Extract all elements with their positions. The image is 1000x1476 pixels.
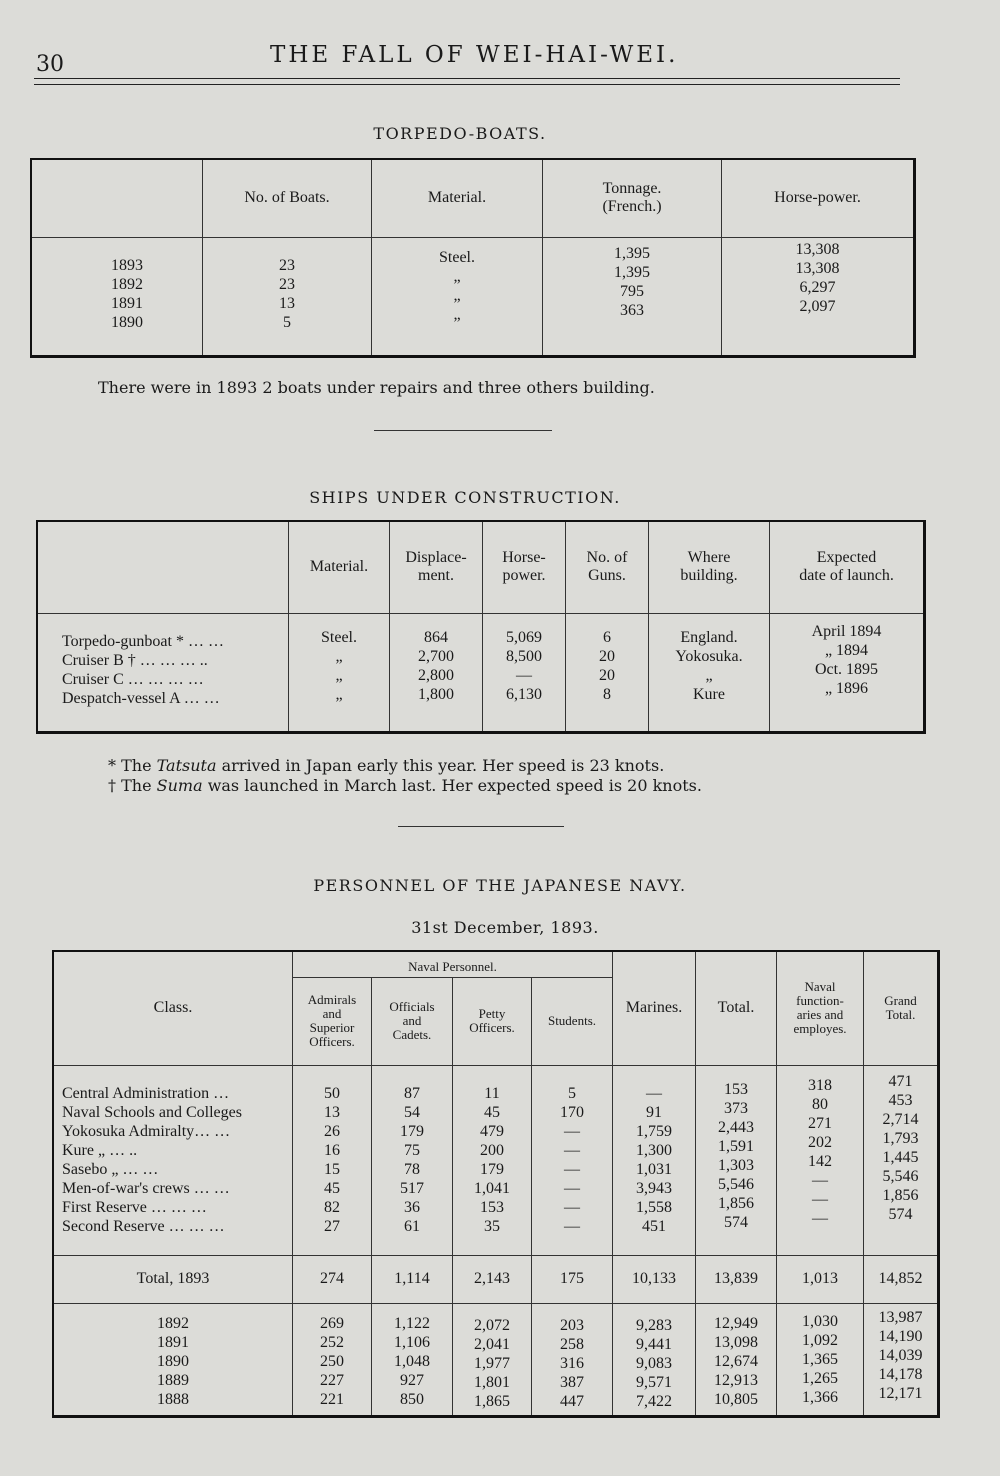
footnote-1-prefix: * The bbox=[108, 756, 157, 775]
torpedo-tonnage-value: 795 bbox=[620, 282, 644, 300]
functionaries-header-line1: Naval bbox=[804, 979, 836, 995]
petty-value: 11 bbox=[484, 1084, 500, 1102]
ship-where: Kure bbox=[693, 685, 725, 703]
torpedo-horsepower-column bbox=[722, 237, 915, 357]
history-students: 203 bbox=[560, 1316, 584, 1334]
marines-value: 1,031 bbox=[636, 1160, 672, 1178]
history-year: 1889 bbox=[157, 1371, 189, 1389]
personnel-class-label: Second Reserve … … … bbox=[62, 1217, 225, 1235]
ships-horsepower-header bbox=[483, 521, 566, 613]
torpedo-material-value: „ bbox=[453, 267, 461, 285]
admirals-value: 16 bbox=[324, 1141, 340, 1159]
grand-header-line1: Grand bbox=[884, 993, 917, 1009]
history-functionaries: 1,092 bbox=[802, 1331, 838, 1349]
officials-value: 54 bbox=[404, 1103, 420, 1121]
ship-horsepower: 6,130 bbox=[506, 685, 542, 703]
total-row-students: 175 bbox=[532, 1255, 613, 1303]
history-marines: 9,083 bbox=[636, 1354, 672, 1372]
ships-horsepower-column bbox=[483, 613, 566, 733]
torpedo-tonnage-header-line2: (French.) bbox=[602, 198, 662, 216]
ships-guns-header-line1: No. of bbox=[586, 549, 628, 567]
torpedo-tonnage-header bbox=[543, 159, 722, 237]
history-years bbox=[53, 1303, 293, 1417]
personnel-total-header: Total. bbox=[696, 951, 777, 1065]
personnel-students-header: Students. bbox=[532, 977, 613, 1065]
petty-header-line1: Petty bbox=[478, 1006, 506, 1021]
torpedo-material-value: Steel. bbox=[439, 248, 475, 266]
torpedo-year: 1891 bbox=[111, 294, 143, 312]
ship-launch bbox=[770, 679, 923, 698]
personnel-title: PERSONNEL OF THE JAPANESE NAVY. bbox=[313, 876, 687, 895]
grand-value: 453 bbox=[888, 1091, 913, 1109]
total-row-officials: 1,114 bbox=[372, 1255, 453, 1303]
personnel-class-label: Central Administration … bbox=[62, 1084, 230, 1102]
admirals-value: 13 bbox=[324, 1103, 340, 1121]
history-marines: 9,571 bbox=[636, 1373, 672, 1391]
ships-displacement-header bbox=[390, 521, 483, 613]
history-students: 258 bbox=[560, 1335, 584, 1353]
ships-guns-header bbox=[566, 521, 649, 613]
ship-guns: 20 bbox=[599, 666, 615, 684]
total-value: 5,546 bbox=[718, 1175, 754, 1193]
torpedo-horsepower-value: 13,308 bbox=[795, 259, 840, 277]
admirals-value: 45 bbox=[324, 1179, 340, 1197]
history-total: 10,805 bbox=[714, 1390, 758, 1408]
ship-displacement: 864 bbox=[424, 628, 448, 646]
ships-where-header bbox=[649, 521, 770, 613]
students-value: — bbox=[564, 1179, 580, 1197]
running-head: THE FALL OF WEI-HAI-WEI. bbox=[270, 42, 679, 68]
functionaries-value: 318 bbox=[808, 1076, 832, 1094]
personnel-grand-column bbox=[864, 1065, 939, 1255]
ship-where: Yokosuka. bbox=[675, 647, 743, 665]
personnel-class-label: Sasebo „ … … bbox=[62, 1160, 159, 1178]
history-students: 316 bbox=[560, 1354, 584, 1372]
marines-value: — bbox=[646, 1084, 662, 1102]
ships-names bbox=[37, 613, 289, 733]
grand-value: 1,856 bbox=[882, 1186, 919, 1204]
history-functionaries: 1,365 bbox=[802, 1350, 838, 1368]
history-year: 1892 bbox=[157, 1314, 189, 1332]
students-value: — bbox=[564, 1217, 580, 1235]
torpedo-material-header: Material. bbox=[372, 159, 543, 237]
marines-value: 1,300 bbox=[636, 1141, 672, 1159]
torpedo-boats-value: 23 bbox=[279, 256, 295, 274]
personnel-class-label: Yokosuka Admiralty… … bbox=[62, 1122, 231, 1140]
history-year: 1890 bbox=[157, 1352, 189, 1370]
torpedo-note: There were in 1893 2 boats under repairs and three others building. bbox=[98, 378, 655, 397]
admirals-value: 50 bbox=[324, 1084, 340, 1102]
ship-launch-year: 1894 bbox=[836, 641, 869, 659]
history-petty: 2,072 bbox=[474, 1316, 510, 1334]
ship-name: Despatch-vessel A … … bbox=[62, 689, 220, 707]
personnel-class-label: Naval Schools and Colleges bbox=[62, 1103, 242, 1121]
officials-value: 61 bbox=[404, 1217, 420, 1235]
students-value: — bbox=[564, 1141, 580, 1159]
ships-launch-column bbox=[770, 613, 925, 733]
history-grand: 13,987 bbox=[878, 1308, 923, 1326]
admirals-header-line2: and bbox=[322, 1006, 342, 1021]
ship-launch bbox=[770, 641, 923, 660]
total-row-marines: 10,133 bbox=[613, 1255, 696, 1303]
torpedo-year: 1892 bbox=[111, 275, 143, 293]
history-grand: 14,039 bbox=[878, 1346, 923, 1364]
ships-horsepower-header-line2: power. bbox=[502, 567, 546, 585]
torpedo-tonnage-header-line1: Tonnage. bbox=[602, 180, 662, 198]
page-number: 30 bbox=[36, 52, 64, 77]
ship-horsepower: — bbox=[516, 666, 532, 684]
history-marines: 9,441 bbox=[636, 1335, 672, 1353]
admirals-value: 27 bbox=[324, 1217, 340, 1235]
history-admirals: 250 bbox=[320, 1352, 344, 1370]
ship-name: Torpedo-gunboat * … … bbox=[62, 632, 224, 650]
ship-launch bbox=[770, 660, 923, 679]
grand-value: 1,445 bbox=[882, 1148, 919, 1166]
personnel-marines-column bbox=[613, 1065, 696, 1255]
torpedo-horsepower-value: 13,308 bbox=[795, 240, 840, 258]
history-students-column bbox=[532, 1303, 613, 1417]
header-rule-2 bbox=[34, 84, 900, 85]
history-total: 12,913 bbox=[714, 1371, 758, 1389]
history-admirals-column bbox=[293, 1303, 372, 1417]
ship-launch-month: „ bbox=[824, 641, 833, 659]
ships-footnote-2 bbox=[108, 776, 702, 795]
petty-value: 153 bbox=[480, 1198, 504, 1216]
personnel-table bbox=[52, 950, 940, 1418]
history-officials: 850 bbox=[400, 1390, 424, 1408]
functionaries-header-line2: function- bbox=[796, 993, 844, 1009]
personnel-petty-header bbox=[453, 977, 532, 1065]
admirals-header-line1: Admirals bbox=[307, 992, 357, 1007]
torpedo-boats-header: No. of Boats. bbox=[203, 159, 372, 237]
history-admirals: 227 bbox=[320, 1371, 344, 1389]
ships-displacement-header-line2: ment. bbox=[418, 567, 454, 585]
ships-footnote-1 bbox=[108, 756, 664, 775]
personnel-admirals-column bbox=[293, 1065, 372, 1255]
personnel-functionaries-header bbox=[777, 951, 864, 1065]
total-value: 373 bbox=[724, 1099, 748, 1117]
history-marines: 9,283 bbox=[636, 1316, 672, 1334]
footnote-2-ship: Suma bbox=[156, 776, 203, 795]
ships-displacement-column bbox=[390, 613, 483, 733]
personnel-officials-header bbox=[372, 977, 453, 1065]
ships-guns-header-line2: Guns. bbox=[588, 567, 626, 585]
history-officials: 1,122 bbox=[394, 1314, 430, 1332]
history-admirals: 221 bbox=[320, 1390, 344, 1408]
torpedo-tonnage-value: 363 bbox=[620, 301, 644, 319]
torpedo-table bbox=[30, 158, 916, 358]
ships-launch-header-line2: date of launch. bbox=[799, 567, 894, 585]
torpedo-horsepower-header: Horse-power. bbox=[722, 159, 915, 237]
functionaries-header-line4: employes. bbox=[793, 1021, 847, 1037]
total-row-grand: 14,852 bbox=[864, 1255, 939, 1303]
total-value: 574 bbox=[724, 1213, 748, 1231]
personnel-date: 31st December, 1893. bbox=[411, 918, 599, 937]
ships-launch-header bbox=[770, 521, 925, 613]
ship-launch-month: April bbox=[811, 622, 846, 640]
footnote-2-prefix: † The bbox=[108, 776, 157, 795]
history-functionaries: 1,366 bbox=[802, 1388, 838, 1406]
ship-horsepower: 5,069 bbox=[506, 628, 542, 646]
personnel-petty-column bbox=[453, 1065, 532, 1255]
grand-value: 471 bbox=[888, 1072, 913, 1090]
history-marines: 7,422 bbox=[636, 1392, 672, 1410]
torpedo-years bbox=[31, 237, 203, 357]
total-value: 1,591 bbox=[718, 1137, 754, 1155]
ship-launch-year: 1895 bbox=[846, 660, 879, 678]
section-divider bbox=[374, 430, 552, 431]
marines-value: 1,759 bbox=[636, 1122, 672, 1140]
footnote-1-text: arrived in Japan early this year. Her speed is 23 knots. bbox=[216, 756, 665, 775]
officials-value: 179 bbox=[400, 1122, 424, 1140]
functionaries-header-line3: aries and bbox=[796, 1007, 844, 1023]
personnel-functionaries-column bbox=[777, 1065, 864, 1255]
ship-material: „ bbox=[335, 666, 343, 684]
history-admirals: 269 bbox=[320, 1314, 344, 1332]
ships-displacement-header-line1: Displace- bbox=[405, 549, 467, 567]
total-row-functionaries: 1,013 bbox=[777, 1255, 864, 1303]
personnel-total-row bbox=[53, 1255, 939, 1303]
torpedo-tonnage-value: 1,395 bbox=[614, 263, 650, 281]
admirals-value: 15 bbox=[324, 1160, 340, 1178]
ship-launch-year: 1896 bbox=[836, 679, 869, 697]
history-petty: 2,041 bbox=[474, 1335, 510, 1353]
personnel-class-label: First Reserve … … … bbox=[62, 1198, 207, 1216]
history-year: 1891 bbox=[157, 1333, 189, 1351]
personnel-class-label: Men-of-war's crews … … bbox=[62, 1179, 230, 1197]
petty-value: 200 bbox=[480, 1141, 504, 1159]
ship-where: England. bbox=[680, 628, 738, 646]
section-divider bbox=[398, 826, 564, 827]
grand-value: 5,546 bbox=[882, 1167, 919, 1185]
torpedo-title: TORPEDO-BOATS. bbox=[373, 124, 547, 143]
personnel-total-column bbox=[696, 1065, 777, 1255]
history-functionaries: 1,265 bbox=[802, 1369, 838, 1387]
ship-guns: 6 bbox=[603, 628, 611, 646]
torpedo-material-column bbox=[372, 237, 543, 357]
history-petty: 1,977 bbox=[474, 1354, 510, 1372]
history-total-column bbox=[696, 1303, 777, 1417]
history-total: 12,674 bbox=[714, 1352, 758, 1370]
torpedo-horsepower-value: 2,097 bbox=[799, 297, 836, 315]
total-value: 153 bbox=[724, 1080, 748, 1098]
torpedo-boats-value: 13 bbox=[279, 294, 295, 312]
ships-title: SHIPS UNDER CONSTRUCTION. bbox=[309, 488, 621, 507]
ships-material-column bbox=[289, 613, 390, 733]
ship-where: „ bbox=[705, 666, 713, 684]
grand-header-line2: Total. bbox=[885, 1007, 916, 1023]
total-value: 1,856 bbox=[718, 1194, 754, 1212]
ships-material-header: Material. bbox=[289, 521, 390, 613]
petty-header-line2: Officers. bbox=[469, 1020, 515, 1035]
officials-value: 78 bbox=[404, 1160, 420, 1178]
ship-horsepower: 8,500 bbox=[506, 647, 542, 665]
ships-where-column bbox=[649, 613, 770, 733]
history-grand: 14,178 bbox=[878, 1365, 923, 1383]
functionaries-value: 142 bbox=[808, 1152, 832, 1170]
ship-launch-month: „ bbox=[824, 679, 833, 697]
personnel-students-column bbox=[532, 1065, 613, 1255]
footnote-1-ship: Tatsuta bbox=[156, 756, 217, 775]
ship-displacement: 2,800 bbox=[418, 666, 454, 684]
officials-value: 87 bbox=[404, 1084, 420, 1102]
total-value: 1,303 bbox=[718, 1156, 754, 1174]
footnote-2-text: was launched in March last. Her expected speed is 20 knots. bbox=[202, 776, 702, 795]
history-functionaries: 1,030 bbox=[802, 1312, 838, 1330]
personnel-admirals-header bbox=[293, 977, 372, 1065]
ships-horsepower-header-line1: Horse- bbox=[502, 549, 546, 567]
ships-launch-header-line1: Expected bbox=[816, 549, 877, 567]
grand-value: 2,714 bbox=[882, 1110, 919, 1128]
personnel-officials-column bbox=[372, 1065, 453, 1255]
students-value: 5 bbox=[568, 1084, 576, 1102]
ship-launch bbox=[770, 622, 923, 641]
functionaries-value: 202 bbox=[808, 1133, 832, 1151]
history-grand: 14,190 bbox=[878, 1327, 923, 1345]
admirals-value: 82 bbox=[324, 1198, 340, 1216]
admirals-header-line4: Officers. bbox=[309, 1034, 355, 1049]
total-row-admirals: 274 bbox=[293, 1255, 372, 1303]
ship-material: „ bbox=[335, 685, 343, 703]
petty-value: 35 bbox=[484, 1217, 500, 1235]
functionaries-value: 80 bbox=[812, 1095, 828, 1113]
functionaries-value: — bbox=[812, 1209, 828, 1227]
torpedo-boats-value: 5 bbox=[283, 313, 291, 331]
total-row-petty: 2,143 bbox=[453, 1255, 532, 1303]
history-grand: 12,171 bbox=[878, 1384, 923, 1402]
ship-displacement: 2,700 bbox=[418, 647, 454, 665]
total-row-total: 13,839 bbox=[696, 1255, 777, 1303]
officials-value: 36 bbox=[404, 1198, 420, 1216]
torpedo-horsepower-value: 6,297 bbox=[799, 278, 836, 296]
history-officials: 1,106 bbox=[394, 1333, 430, 1351]
history-total: 13,098 bbox=[714, 1333, 758, 1351]
students-value: — bbox=[564, 1198, 580, 1216]
ships-table bbox=[36, 520, 926, 734]
officials-value: 517 bbox=[400, 1179, 424, 1197]
torpedo-tonnage-column bbox=[543, 237, 722, 357]
torpedo-material-value: „ bbox=[453, 286, 461, 304]
history-total: 12,949 bbox=[714, 1314, 758, 1332]
naval-personnel-header: Naval Personnel. bbox=[293, 951, 613, 977]
ship-displacement: 1,800 bbox=[418, 685, 454, 703]
history-petty: 1,865 bbox=[474, 1392, 510, 1410]
ships-where-header-line1: Where bbox=[687, 549, 731, 567]
ships-where-header-line2: building. bbox=[680, 567, 738, 585]
history-marines-column bbox=[613, 1303, 696, 1417]
petty-value: 45 bbox=[484, 1103, 500, 1121]
personnel-class-label: Kure „ … .. bbox=[62, 1141, 138, 1159]
personnel-marines-header: Marines. bbox=[613, 951, 696, 1065]
officials-value: 75 bbox=[404, 1141, 420, 1159]
history-officials: 927 bbox=[400, 1371, 424, 1389]
officials-header-line1: Officials bbox=[389, 999, 435, 1014]
marines-value: 3,943 bbox=[636, 1179, 672, 1197]
marines-value: 1,558 bbox=[636, 1198, 672, 1216]
functionaries-value: — bbox=[812, 1190, 828, 1208]
history-officials: 1,048 bbox=[394, 1352, 430, 1370]
torpedo-tonnage-value: 1,395 bbox=[614, 244, 650, 262]
ship-material: Steel. bbox=[321, 628, 357, 646]
torpedo-material-value: „ bbox=[453, 305, 461, 323]
history-functionaries-column bbox=[777, 1303, 864, 1417]
admirals-header-line3: Superior bbox=[309, 1020, 355, 1035]
history-grand-column bbox=[864, 1303, 939, 1417]
officials-header-line3: Cadets. bbox=[392, 1027, 432, 1042]
ship-guns: 20 bbox=[599, 647, 615, 665]
history-petty-column bbox=[453, 1303, 532, 1417]
marines-value: 451 bbox=[642, 1217, 666, 1235]
students-value: 170 bbox=[560, 1103, 584, 1121]
marines-value: 91 bbox=[646, 1103, 662, 1121]
history-admirals: 252 bbox=[320, 1333, 344, 1351]
ship-name: Cruiser C … … … … bbox=[62, 670, 204, 688]
petty-value: 179 bbox=[480, 1160, 504, 1178]
personnel-class-header: Class. bbox=[53, 951, 293, 1065]
grand-value: 1,793 bbox=[882, 1129, 919, 1147]
students-value: — bbox=[564, 1160, 580, 1178]
students-value: — bbox=[564, 1122, 580, 1140]
ship-guns: 8 bbox=[603, 685, 611, 703]
personnel-classes bbox=[53, 1065, 293, 1255]
ship-launch-year: 1894 bbox=[849, 622, 882, 640]
history-petty: 1,801 bbox=[474, 1373, 510, 1391]
ship-name: Cruiser B † … … … .. bbox=[62, 651, 208, 669]
history-year: 1888 bbox=[157, 1390, 189, 1408]
ship-launch-month: Oct. bbox=[814, 660, 843, 678]
personnel-history-rows bbox=[53, 1303, 939, 1417]
total-value: 2,443 bbox=[718, 1118, 754, 1136]
total-row-label: Total, 1893 bbox=[53, 1255, 293, 1303]
petty-value: 1,041 bbox=[474, 1179, 510, 1197]
torpedo-boats-value: 23 bbox=[279, 275, 295, 293]
ship-material: „ bbox=[335, 647, 343, 665]
grand-value: 574 bbox=[888, 1205, 913, 1223]
petty-value: 479 bbox=[480, 1122, 504, 1140]
admirals-value: 26 bbox=[324, 1122, 340, 1140]
torpedo-year: 1893 bbox=[111, 256, 143, 274]
history-students: 387 bbox=[560, 1373, 584, 1391]
personnel-grand-header bbox=[864, 951, 939, 1065]
torpedo-boats-column bbox=[203, 237, 372, 357]
functionaries-value: 271 bbox=[808, 1114, 832, 1132]
torpedo-year: 1890 bbox=[111, 313, 143, 331]
history-officials-column bbox=[372, 1303, 453, 1417]
ships-guns-column bbox=[566, 613, 649, 733]
officials-header-line2: and bbox=[402, 1013, 422, 1028]
functionaries-value: — bbox=[812, 1171, 828, 1189]
header-rule bbox=[34, 78, 900, 79]
history-students: 447 bbox=[560, 1392, 584, 1410]
ships-name-header bbox=[37, 521, 289, 613]
torpedo-year-header bbox=[31, 159, 203, 237]
